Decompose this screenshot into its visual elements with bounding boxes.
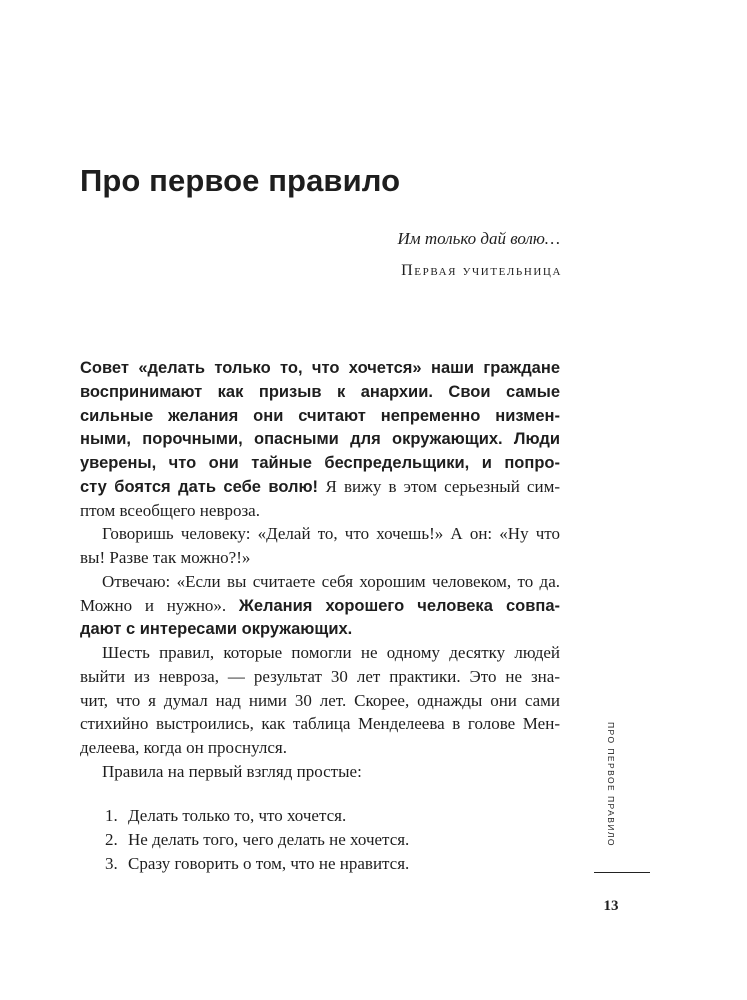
text-segment: Правила на первый взгляд простые: (102, 761, 362, 781)
page-title: Про первое правило (80, 163, 401, 198)
text-segment: стихийно выстроились, как таблица Менделеева в голове Мен- (80, 714, 560, 734)
text-line (80, 712, 560, 736)
text-line (80, 475, 560, 499)
list-item (80, 804, 560, 828)
emphasized-text: Желания хорошего человека совпа- (238, 596, 560, 615)
text-line (80, 641, 560, 665)
text-segment: Я вижу в этом серьезный сим- (325, 476, 560, 496)
list-item-text: Сразу говорить о том, что не нравится. (128, 853, 410, 873)
paragraph (80, 356, 560, 522)
text-line (80, 356, 560, 380)
text-line (80, 665, 560, 689)
text-segment: птом всеобщего невроза. (80, 500, 260, 520)
text-segment: Отвечаю: «Если вы считаете себя хорошим человеком, то да. (102, 571, 560, 591)
emphasized-text: уверены, что они тайные беспредельщики, и попро- (80, 454, 560, 472)
list-item (80, 828, 560, 852)
running-head: ПРО ПЕРВОЕ ПРАВИЛО (606, 722, 616, 847)
text-segment: вы! Разве так можно?!» (80, 548, 251, 567)
text-line (80, 594, 560, 618)
text-segment: Можно и нужно». (80, 595, 239, 615)
text-segment: делеева, когда он проснулся. (80, 738, 287, 757)
emphasized-text: ными, порочными, опасными для окружающих. Люди (80, 430, 560, 449)
text-line (80, 451, 560, 475)
list-item (80, 852, 560, 876)
paragraph (80, 522, 560, 570)
text-line (80, 499, 560, 523)
list-item-text: Не делать того, чего делать не хочется. (128, 829, 410, 849)
footer-rule (594, 872, 650, 873)
emphasized-text: воспринимают как призыв к анархии. Свои самые (80, 382, 560, 401)
text-line (80, 546, 560, 570)
epigraph-quote: Им только дай волю… (397, 229, 560, 248)
text-line (80, 760, 560, 784)
emphasized-text: сту боятся дать себе волю! (80, 477, 326, 496)
text-line (80, 617, 560, 641)
text-line (80, 689, 560, 713)
paragraph (80, 570, 560, 641)
list-item-text: Делать только то, что хочется. (128, 806, 347, 825)
body-text (80, 356, 560, 784)
list-item-number: 1. (105, 806, 118, 825)
list-item-number: 2. (105, 829, 118, 849)
page-number: 13 (603, 898, 619, 914)
emphasized-text: сильные желания они считают непременно низмен- (80, 406, 560, 425)
text-segment: выйти из невроза, — результат 30 лет практики. Это не зна- (80, 666, 560, 686)
emphasized-text: Совет «делать только то, что хочется» наши граждане (80, 359, 560, 377)
epigraph-author: Первая учительница (401, 262, 562, 279)
paragraph (80, 641, 560, 760)
list-item-number: 3. (105, 853, 118, 873)
text-segment: чит, что я думал над ними 30 лет. Скорее, однажды они сами (80, 690, 560, 710)
text-line (80, 570, 560, 594)
text-line (80, 522, 560, 546)
text-segment: Говоришь человеку: «Делай то, что хочешь!» А он: «Ну что (102, 524, 560, 544)
text-line (80, 380, 560, 404)
text-line (80, 404, 560, 428)
emphasized-text: дают с интересами окружающих. (80, 620, 353, 639)
text-line (80, 427, 560, 451)
rules-list (80, 804, 560, 875)
text-segment: Шесть правил, которые помогли не одному десятку людей (102, 643, 560, 662)
paragraph (80, 760, 560, 784)
text-line (80, 736, 560, 760)
